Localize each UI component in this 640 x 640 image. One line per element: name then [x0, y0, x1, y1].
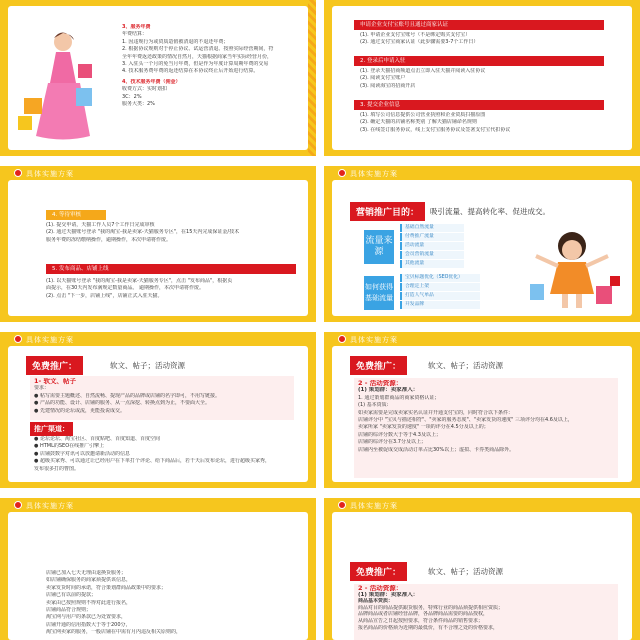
soft-article-section: [34, 378, 292, 415]
step-line: (1). 登录天猫招商频道点击立即入驻天猫并阅读入驻协议: [360, 68, 486, 74]
free-promo-title: 免费推广：: [350, 356, 407, 375]
slide-header: [338, 168, 398, 180]
slide-edge-stripes: [308, 0, 316, 156]
rule-line: 卖家由已按照规则不得对此进行报名，: [46, 599, 132, 606]
activity-title: 2 - 活动资源：: [358, 380, 403, 387]
slide-header: [338, 500, 398, 512]
activity-title: 2 - 活动资源：: [358, 585, 403, 592]
step-line: 面提示，在30天内发布满规定数量商品。 逾期操作，本次申请将作废。: [46, 285, 204, 292]
activity-line: 卖家所家 "卖家发货的速度" 一项的评分在4.5分及以上的；: [358, 424, 489, 431]
channel-line: ● HTML的SEO在线推广引擎上: [34, 443, 105, 450]
basic-traffic-box: 如何获得基础流量: [364, 276, 394, 310]
list-item: 打造人气单品: [400, 292, 480, 300]
article-line: ● 帖写需要主题概述、自然流畅、提现产品的品牌或店铺的名字即可，不用写链接。: [34, 392, 220, 399]
header-title: 具体实施方案: [26, 502, 74, 510]
step-5-text: [46, 278, 296, 300]
step-line: (2). 阅读支付宝账户: [360, 75, 406, 82]
step-line: (1). 申请企业支付宝账号（不是绑定购买支付宝）: [360, 32, 471, 38]
list-item: 付费推广流量: [400, 233, 464, 241]
free-promo-subtitle: 软文、帖子；活动资源: [428, 361, 503, 370]
activity-line: 1. 通过策划群商品的商家资格认证；: [358, 394, 440, 401]
slide-1[interactable]: [0, 0, 316, 156]
step-bar-5: 5. 发布商品、店铺上线: [46, 264, 296, 274]
rules-section: [46, 570, 286, 637]
rule-line: 淘宝网卖家的服务，一般店铺在中需有月内违反相关原则的，: [46, 629, 182, 636]
step-line: (3). 在线签订服务协议，线上支付宝服务协议及签署支付宝代扣协议: [360, 126, 511, 133]
article-line: ● 先建情况的论坛或流，更能投说成交。: [34, 407, 125, 414]
girl-shopping-illustration: [18, 28, 98, 143]
traffic-source-box: 流量来源: [364, 230, 394, 264]
step-bar-1: 申请企业支付宝账号且通过商家认证: [354, 20, 604, 30]
activity-section: [358, 380, 616, 454]
slide-4[interactable]: [324, 166, 640, 322]
activity-sub: (1) 策划群：卖家准入：: [358, 591, 419, 598]
header-bullet-icon: [14, 335, 22, 343]
fee-line: 3. 入驻头一个月的免当月年费，但是作为年度计算周期年费的交易: [122, 61, 269, 68]
step-bar-3: 3. 提交企业信息: [354, 100, 604, 110]
tech-sub: 收费方式：实时划扣: [122, 86, 168, 93]
free-promo-subtitle: 软文、帖子；活动资源: [428, 567, 503, 576]
list-item: 宝贝标题优化（SEO优化）: [400, 274, 480, 282]
rule-line: 如店铺确保服务的商家须提供该信息，: [46, 577, 132, 584]
slide-2[interactable]: [324, 0, 640, 156]
list-item: 会员营销流量: [400, 251, 464, 259]
slide-header: [338, 334, 398, 346]
fee-line: 2. 根据协议规则对于停止协议、试运营清退、按照实际经营期间，符: [122, 46, 274, 53]
traffic-source-list: [400, 224, 464, 269]
step-line: (1). 提交申请，天猫工作人员7个工作日完成审核: [46, 222, 155, 228]
activity-line: 商品对目的商品提供跟货服务，特殊行业的商品须提供相应资质；: [358, 604, 504, 611]
slide-7[interactable]: [0, 498, 316, 640]
step-4-text: [46, 222, 296, 244]
list-item: 合理定上架: [400, 283, 480, 291]
activity-line: 如卖家需要是完成卖家实名认证并开通支付宝的，同时符合以下条件：: [358, 409, 514, 416]
tech-title: 4、技术服务年费（佣金）: [122, 78, 181, 85]
slide-header: [14, 334, 74, 346]
channel-line: 发布很多打的曹图。: [34, 465, 80, 472]
step-line: 服务年费的冻结缴纳操作，逾期操作，本次申请将作废。: [46, 236, 172, 243]
marketing-subtitle: 吸引流量、提高转化率、促进成交。: [430, 207, 550, 216]
rule-line: 店铺开通的信用指数大于等于200分，: [46, 621, 131, 628]
slide-header: [14, 168, 74, 180]
header-title: 具体实施方案: [26, 336, 74, 344]
fee-line: 4. 技术服务费年费的返还结算在本协议终止后开始进行结算。: [122, 68, 259, 75]
slide-8[interactable]: [324, 498, 640, 640]
step-2-text: [360, 68, 600, 90]
step-bar-4: 4. 等待审核: [46, 210, 106, 220]
fee-sub: 年费结算：: [122, 31, 148, 38]
header-title: 具体实施方案: [350, 502, 398, 510]
rule-line: 卖家发货时间的承诺，符合策划群商品政策中的要求；: [46, 584, 167, 591]
header-bullet-icon: [338, 169, 346, 177]
rule-line: 店铺已有以前的提款；: [46, 592, 97, 599]
article-line: ● 产品的功能、设计、店铺的服务、从一点深挖、转换点到为止，不要面大全。: [34, 400, 210, 407]
rule-line: 店铺商品符合规则；: [46, 607, 92, 614]
step-line: (1). 填写公司信息提供公司营业执照和企业资质扫描原图: [360, 112, 486, 118]
tech-line: 服务大类：2%: [122, 101, 155, 108]
rule-line: 店铺已加入七天无理由退换货服务；: [46, 570, 127, 576]
activity-line: 店铺的综评分数大于等于4.3及以上；: [358, 431, 441, 438]
slide-6[interactable]: [324, 332, 640, 488]
list-item: 其他流量: [400, 260, 464, 268]
step-line: (1). 以天猫账号登录 "我的淘宝-我是卖家-天猫服务专区"，点击 "发布商品"，根据页: [46, 278, 233, 284]
article-line: 要求：: [34, 385, 50, 392]
free-promo-title: 免费推广：: [350, 562, 407, 581]
marketing-title: 营销推广目的：: [350, 202, 425, 221]
activity-sub: (1) 策划群：卖家准入：: [358, 387, 419, 394]
step-line: (2). 确定天猫的店铺名称类别 了解天猫店铺命名规则: [360, 119, 477, 126]
fee-line: 全年年费返还政策的情况自然月，天猫根据商家当年实际经营月份，: [122, 53, 273, 60]
activity-line: 店铺内至被促成交成活动订单占比30%以上；虚拟、卡券类商品除外。: [358, 446, 515, 453]
header-bullet-icon: [14, 501, 22, 509]
channel-line: ● 超级买家秀、可以通过让已经用户在下单打个评论、给下商品后，若干天后发布论坛，进行超级买家秀，: [34, 458, 270, 465]
step-line: (2). 通过天猫账号登录 "我的淘宝-我是卖家-天猫服务专区"，在15天内完成保证金/技术: [46, 229, 240, 236]
fee-line: 1. 因违规行为或资质造假被清退的不退还年费；: [122, 38, 229, 45]
activity-line: 品牌商品或者店铺经营品牌，各品牌商品需要的商品授权，: [358, 611, 489, 618]
fee-title: 3、服务年费: [122, 24, 151, 30]
rule-line: 淘宝网与用户的条款已为处置要求，: [46, 614, 127, 621]
basic-traffic-list: [400, 274, 480, 310]
activity-sub2: 商品基本资质：: [358, 598, 394, 605]
activity-line: 从商品宣告之日起按照要求，符合条件商品的销售要求；: [358, 617, 484, 624]
channel-line: ● 论坛论坛、淘宝社区、百度贴吧、百度知道、百度空间: [34, 436, 160, 442]
girl-with-bags-illustration: [522, 228, 622, 312]
activity-line: 店铺的综评分在3.7分及以上；: [358, 439, 426, 446]
activity-line: (1) 基本资质:: [358, 402, 389, 409]
header-bullet-icon: [338, 501, 346, 509]
header-bullet-icon: [338, 335, 346, 343]
step-line: (2). 点击 "下一步，店铺上线"，店铺正式入驻天猫。: [46, 292, 163, 299]
channel-section: [34, 436, 292, 473]
header-title: 具体实施方案: [26, 170, 74, 178]
slide-header: [14, 500, 74, 512]
step-line: (3). 阅读海宝的招商开店: [360, 82, 416, 89]
list-item: 基础自然流量: [400, 224, 464, 232]
slide-3[interactable]: [0, 166, 316, 322]
activity-section: [358, 585, 616, 631]
list-item: 活动流量: [400, 242, 464, 250]
activity-line: 报名商品的价格须为近期的最低价，有不合理之处的价格要求，: [358, 624, 499, 631]
step-1-text: [360, 32, 600, 47]
channel-line: ● 店铺鼓数字对讯可以放邀请新活动的信息: [34, 450, 130, 457]
header-title: 具体实施方案: [350, 336, 398, 344]
list-item: 开发品牌: [400, 301, 480, 309]
step-line: (2). 通过支付宝商家认证（此步骤需要3-7个工作日）: [360, 39, 479, 46]
tech-line: 3C：2%: [122, 93, 142, 100]
free-promo-title: 免费推广：: [26, 356, 83, 375]
header-bullet-icon: [14, 169, 22, 177]
channel-title: 推广渠道：: [30, 422, 73, 436]
soft-article-title: 1- 软文、帖子: [34, 378, 76, 385]
free-promo-subtitle: 软文、帖子；活动资源: [110, 361, 185, 370]
activity-line: 店铺评分中 "宝贝与描述相符"、"卖家的服务态度"、"卖家发货的速度" 三项评分均在4.6及以上，: [358, 417, 573, 424]
step-bar-2: 2. 登录后申请入驻: [354, 56, 604, 66]
slide-5[interactable]: [0, 332, 316, 488]
fee-section: [122, 24, 310, 108]
step-3-text: [360, 112, 600, 134]
header-title: 具体实施方案: [350, 170, 398, 178]
